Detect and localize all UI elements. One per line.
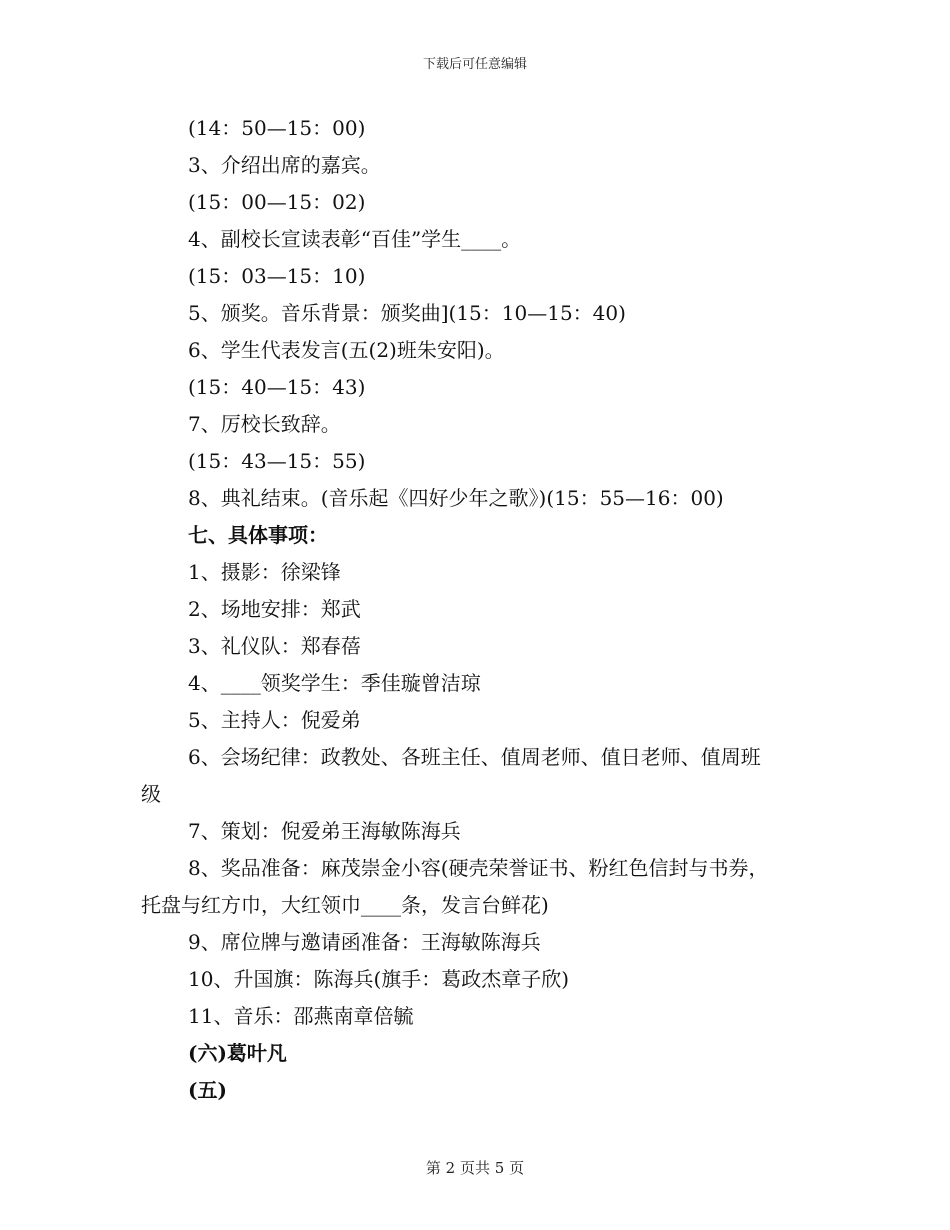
page-header: 下载后可任意编辑	[422, 57, 527, 72]
text-line: 10、升国旗：陈海兵(旗手：葛政杰章子欣)	[188, 967, 570, 991]
text-line: 3、介绍出席的嘉宾。	[188, 153, 381, 177]
text-line: 6、学生代表发言(五(2)班朱安阳)。	[188, 338, 505, 362]
text-line: 7、厉校长致辞。	[188, 412, 341, 436]
text-line: 5、主持人：倪爱弟	[188, 708, 361, 732]
text-line: (15：00—15：02)	[188, 190, 366, 214]
text-line: 4、副校长宣读表彰“百佳”学生____。	[188, 227, 522, 251]
text-line: (15：03—15：10)	[188, 264, 366, 288]
text-line: (14：50—15：00)	[188, 116, 366, 140]
text-line: 6、会场纪律：政教处、各班主任、值周老师、值日老师、值周班	[188, 745, 761, 769]
text-line: 11、音乐：邵燕南章倍毓	[188, 1004, 414, 1028]
text-line: 5、颁奖。音乐背景：颁奖曲](15：10—15：40)	[188, 301, 626, 325]
text-line: 1、摄影：徐梁锋	[188, 560, 341, 584]
text-line: (15：40—15：43)	[188, 375, 366, 399]
text-line: 2、场地安排：郑武	[188, 597, 361, 621]
page-footer: 第 2 页共 5 页	[425, 1159, 525, 1177]
text-line: 8、典礼结束。(音乐起《四好少年之歌》)(15：55—16：00)	[188, 486, 724, 510]
text-line: 4、____领奖学生：季佳璇曾洁琼	[188, 671, 481, 695]
text-line: 7、策划：倪爱弟王海敏陈海兵	[188, 819, 461, 843]
text-line: 3、礼仪队：郑春蓓	[188, 634, 361, 658]
text-line: 级	[141, 782, 161, 806]
text-line: 8、奖品准备：麻茂崇金小容(硬壳荣誉证书、粉红色信封与书券，	[188, 856, 769, 880]
text-line: 9、席位牌与邀请函准备：王海敏陈海兵	[188, 930, 541, 954]
text-line: 托盘与红方巾，大红领巾____条，发言台鲜花)	[141, 893, 549, 917]
section-heading: (五)	[188, 1078, 227, 1102]
section-heading: 七、具体事项：	[188, 523, 328, 547]
section-heading: (六)葛叶凡	[188, 1041, 287, 1065]
text-line: (15：43—15：55)	[188, 449, 366, 473]
